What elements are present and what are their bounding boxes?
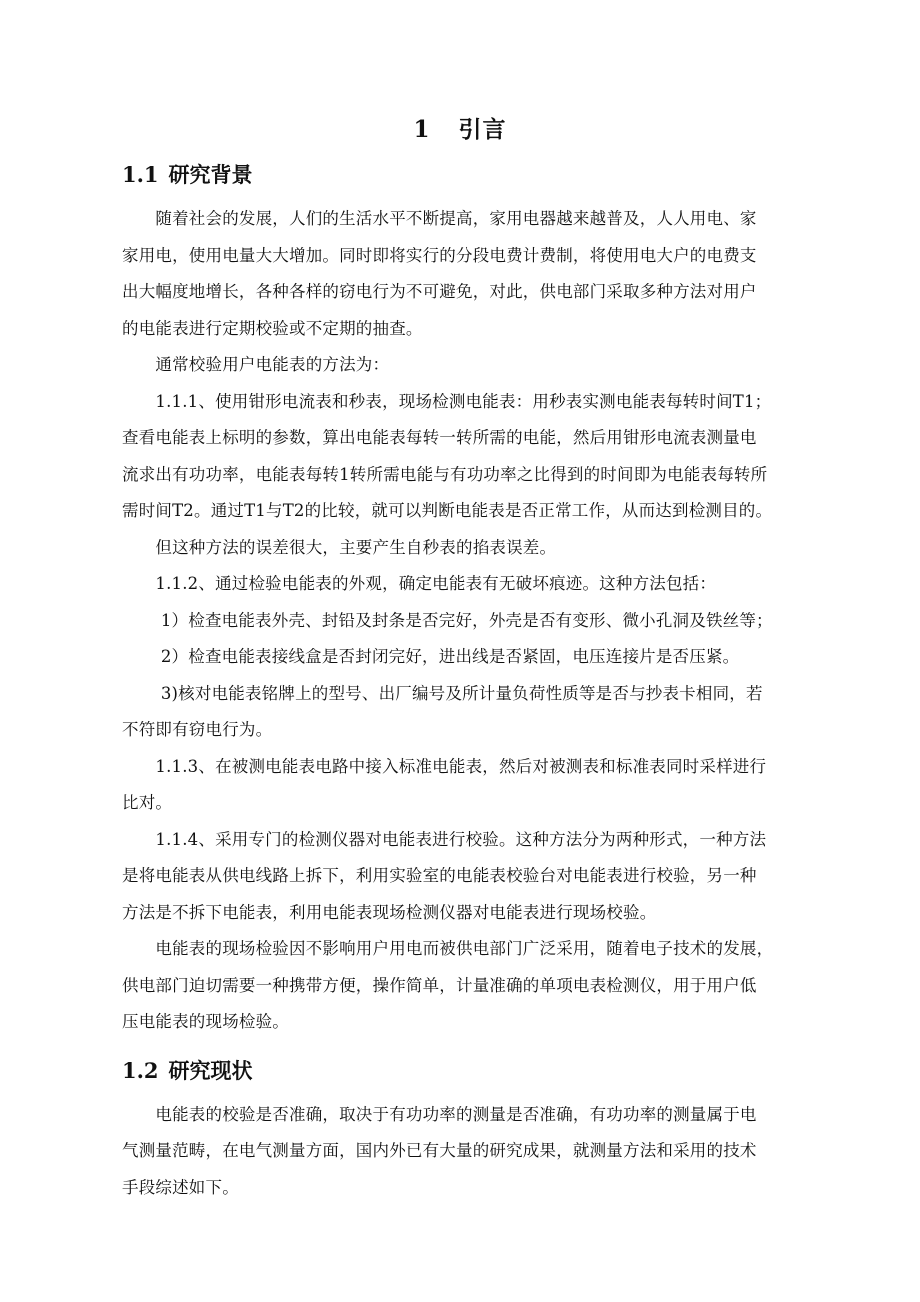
text-line: 气测量范畴，在电气测量方面，国内外已有大量的研究成果，就测量方法和采用的技术 xyxy=(122,1141,757,1160)
text-line: 方法是不拆下电能表，利用电能表现场检测仪器对电能表进行现场校验。 xyxy=(122,902,657,922)
text-line: 手段综述如下。 xyxy=(122,1177,239,1197)
text-line: 电能表的现场检验因不影响用户用电而被供电部门广泛采用，随着电子技术的发展， xyxy=(122,939,774,958)
text-line: 1.1.2、通过检验电能表的外观，确定电能表有无破坏痕迹。这种方法包括： xyxy=(122,574,717,593)
text-line: 通常校验用户电能表的方法为： xyxy=(122,355,390,374)
section-number: 1.1 xyxy=(122,162,159,187)
text-line: 流求出有功功率，电能表每转1转所需电能与有功功率之比得到的时间即为电能表每转所 xyxy=(122,464,768,484)
section-heading-1-2 xyxy=(122,1055,920,1087)
chapter-title xyxy=(122,115,798,145)
text-line: 供电部门迫切需要一种携带方便，操作简单，计量准确的单项电表检测仪，用于用户低 xyxy=(122,975,757,995)
text-line: 随着社会的发展，人们的生活水平不断提高，家用电器越来越普及，人人用电、家 xyxy=(122,209,757,228)
section-body-1-1 xyxy=(122,201,920,1041)
text-line: 是将电能表从供电线路上拆下，利用实验室的电能表校验台对电能表进行校验，另一种 xyxy=(122,866,757,885)
text-line: 的电能表进行定期校验或不定期的抽查。 xyxy=(122,318,423,338)
chapter-number: 1 xyxy=(413,116,431,143)
section-title: 研究背景 xyxy=(168,162,253,187)
text-line: 1.1.4、采用专门的检测仪器对电能表进行校验。这种方法分为两种形式，一种方法 xyxy=(122,829,767,849)
text-line: 家用电，使用电量大大增加。同时即将实行的分段电费计费制，将使用电大户的电费支 xyxy=(122,245,757,265)
text-line: 需时间T2。通过T1与T2的比较，就可以判断电能表是否正常工作，从而达到检测目的。 xyxy=(122,501,773,520)
section-heading-1-1 xyxy=(122,159,920,191)
text-line: 压电能表的现场检验。 xyxy=(122,1012,289,1031)
text-line: 3)核对电能表铭牌上的型号、出厂编号及所计量负荷性质等是否与抄表卡相同，若 xyxy=(122,683,763,703)
text-line: 查看电能表上标明的参数，算出电能表每转一转所需的电能，然后用钳形电流表测量电 xyxy=(122,428,757,447)
text-line: 电能表的校验是否准确，取决于有功功率的测量是否准确，有功功率的测量属于电 xyxy=(122,1104,757,1124)
text-line: 出大幅度地增长，各种各样的窃电行为不可避免，对此，供电部门采取多种方法对用户 xyxy=(122,282,757,301)
section-number: 1.2 xyxy=(122,1057,159,1083)
text-line: 1.1.3、在被测电能表电路中接入标准电能表，然后对被测表和标准表同时采样进行 xyxy=(122,756,767,776)
text-line: 1.1.1、使用钳形电流表和秒表，现场检测电能表：用秒表实测电能表每转时间T1； xyxy=(122,391,772,411)
text-line: 不符即有窃电行为。 xyxy=(122,720,273,739)
chapter-title-text: 引言 xyxy=(458,116,507,143)
text-line: 2）检查电能表接线盒是否封闭完好，进出线是否紧固，电压连接片是否压紧。 xyxy=(122,647,740,666)
text-line: 但这种方法的误差很大，主要产生自秒表的掐表误差。 xyxy=(122,537,557,557)
text-line: 比对。 xyxy=(122,793,173,812)
section-body-1-2 xyxy=(122,1097,920,1207)
text-line: 1）检查电能表外壳、封铅及封条是否完好，外壳是否有变形、微小孔洞及铁丝等； xyxy=(122,610,773,630)
section-title: 研究现状 xyxy=(168,1057,253,1083)
